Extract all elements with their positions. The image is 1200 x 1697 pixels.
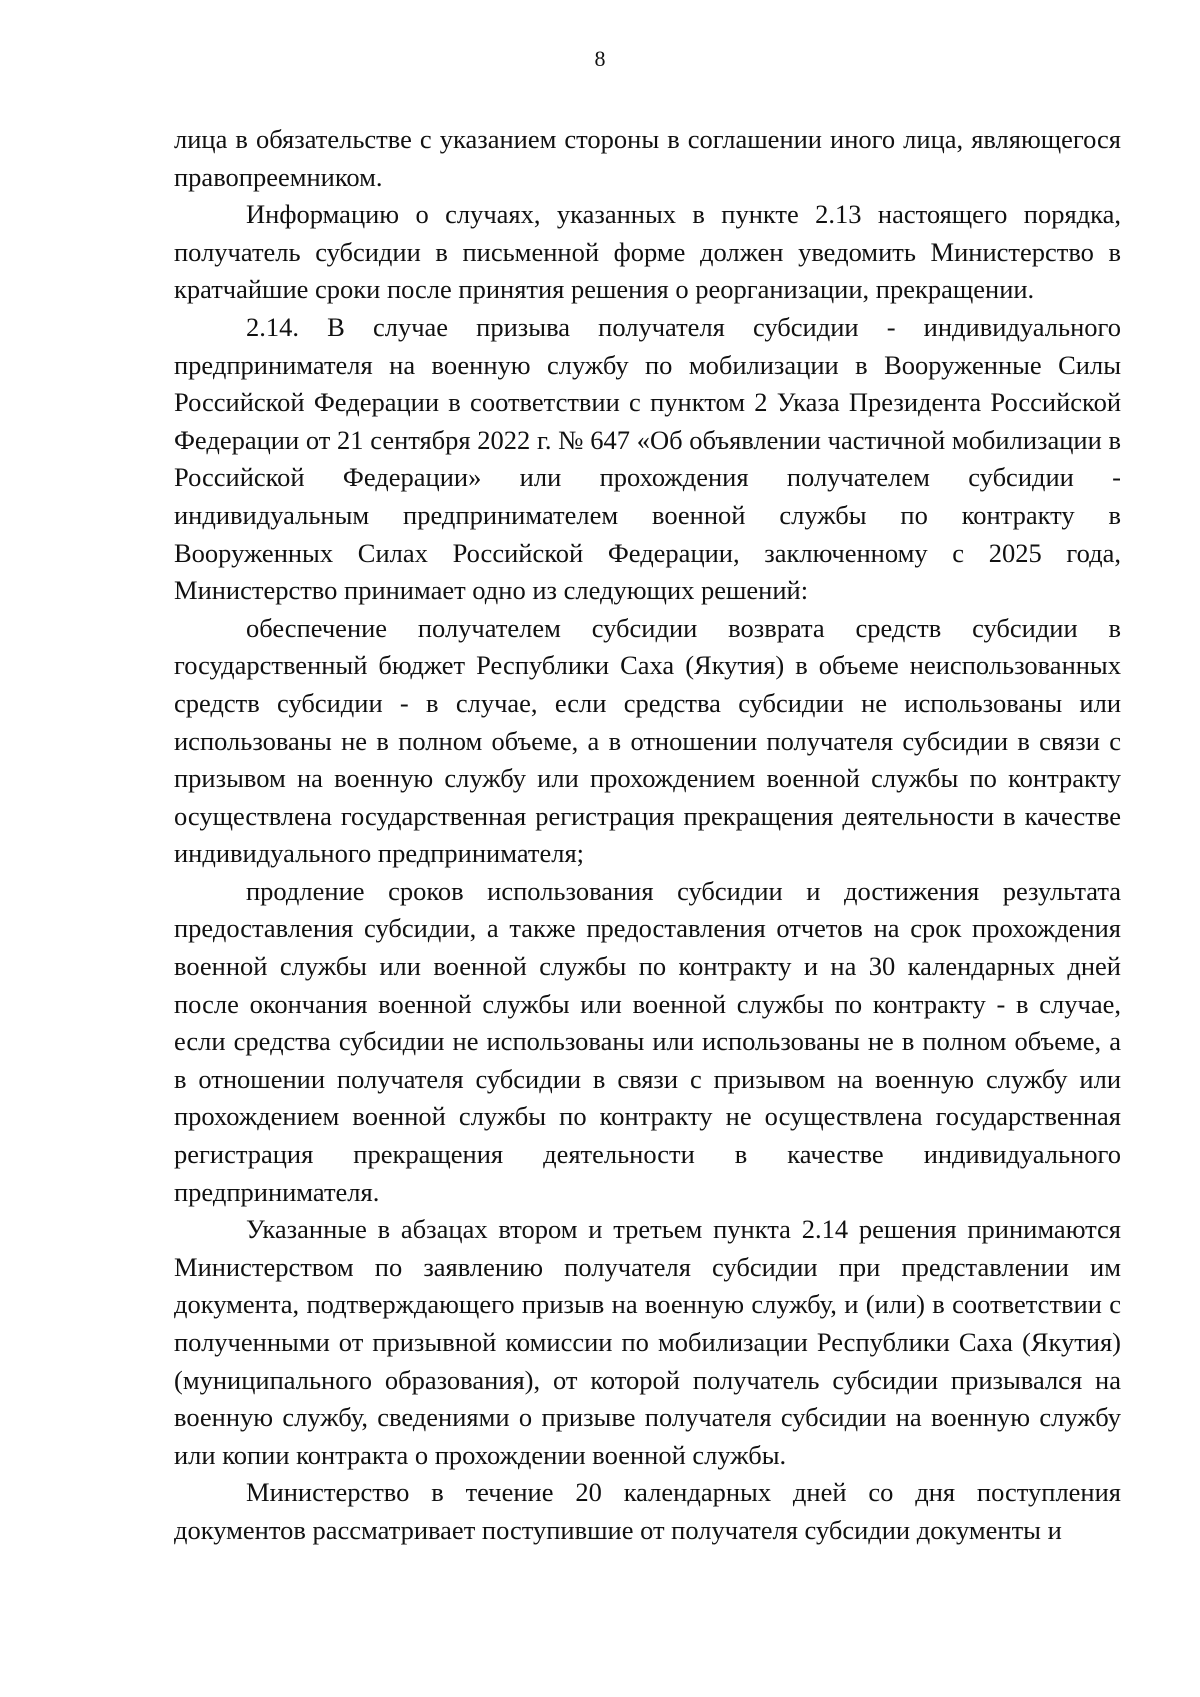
document-body bbox=[174, 121, 1121, 1550]
paragraph-decision-extension: продление сроков использования субсидии и достижения результата предоставления субсидии, а также предоставления отчетов на срок прохождения военной службы или военной службы по контракту и на 30 календарных дней после окончания военной службы или военной службы по контракту - в случае, если средства субсидии не использованы или использованы не в полном объеме, а в отношении получателя субсидии в связи с призывом на военную службу или прохождением военной службы по контракту не осуществлена государственная регистрация прекращения деятельности в качестве индивидуального предпринимателя. bbox=[174, 875, 1121, 1207]
paragraph-ministry-review: Министерство в течение 20 календарных дней со дня поступления документов рассматривает поступившие от получателя субсидии документы и bbox=[174, 1477, 1121, 1545]
paragraph-decision-return: обеспечение получателем субсидии возврата средств субсидии в государственный бюджет Республики Саха (Якутия) в объеме неиспользованных средств субсидии - в случае, если средства субсидии не использованы или использованы не в полном объеме, а в отношении получателя субсидии в связи с призывом на военную службу или прохождением военной службы по контракту осуществлена государственная регистрация прекращения деятельности в качестве индивидуального предпринимателя; bbox=[174, 612, 1121, 869]
paragraph-notification: Информацию о случаях, указанных в пункте 2.13 настоящего порядка, получатель субсидии в письменной форме должен уведомить Министерство в кратчайшие сроки после принятия решения о реорганизации, прекращении. bbox=[174, 199, 1121, 305]
paragraph-decision-basis: Указанные в абзацах втором и третьем пункта 2.14 решения принимаются Министерством по заявлению получателя субсидии при представлении им документа, подтверждающего призыв на военную службу, и (или) в соответствии с полученными от призывной комиссии по мобилизации Республики Саха (Якутия) (муниципального образования), от которой получатель субсидии призывался на военную службу, сведениями о призыве получателя субсидии на военную службу или копии контракта о прохождении военной службы. bbox=[174, 1214, 1121, 1470]
paragraph-continuation: лица в обязательстве с указанием стороны в соглашении иного лица, являющегося правопреемником. bbox=[174, 124, 1121, 192]
paragraph-2-14: 2.14. В случае призыва получателя субсидии - индивидуального предпринимателя на военную службу по мобилизации в Вооруженные Силы Российской Федерации в соответствии с пунктом 2 Указа Президента Российской Федерации от 21 сентября 2022 г. № 647 «Об объявлении частичной мобилизации в Российской Федерации» или прохождения получателем субсидии - индивидуальным предпринимателем военной службы по контракту в Вооруженных Силах Российской Федерации, заключенному с 2025 года, Министерство принимает одно из следующих решений: bbox=[174, 311, 1121, 606]
page-number: 8 bbox=[594, 46, 606, 71]
